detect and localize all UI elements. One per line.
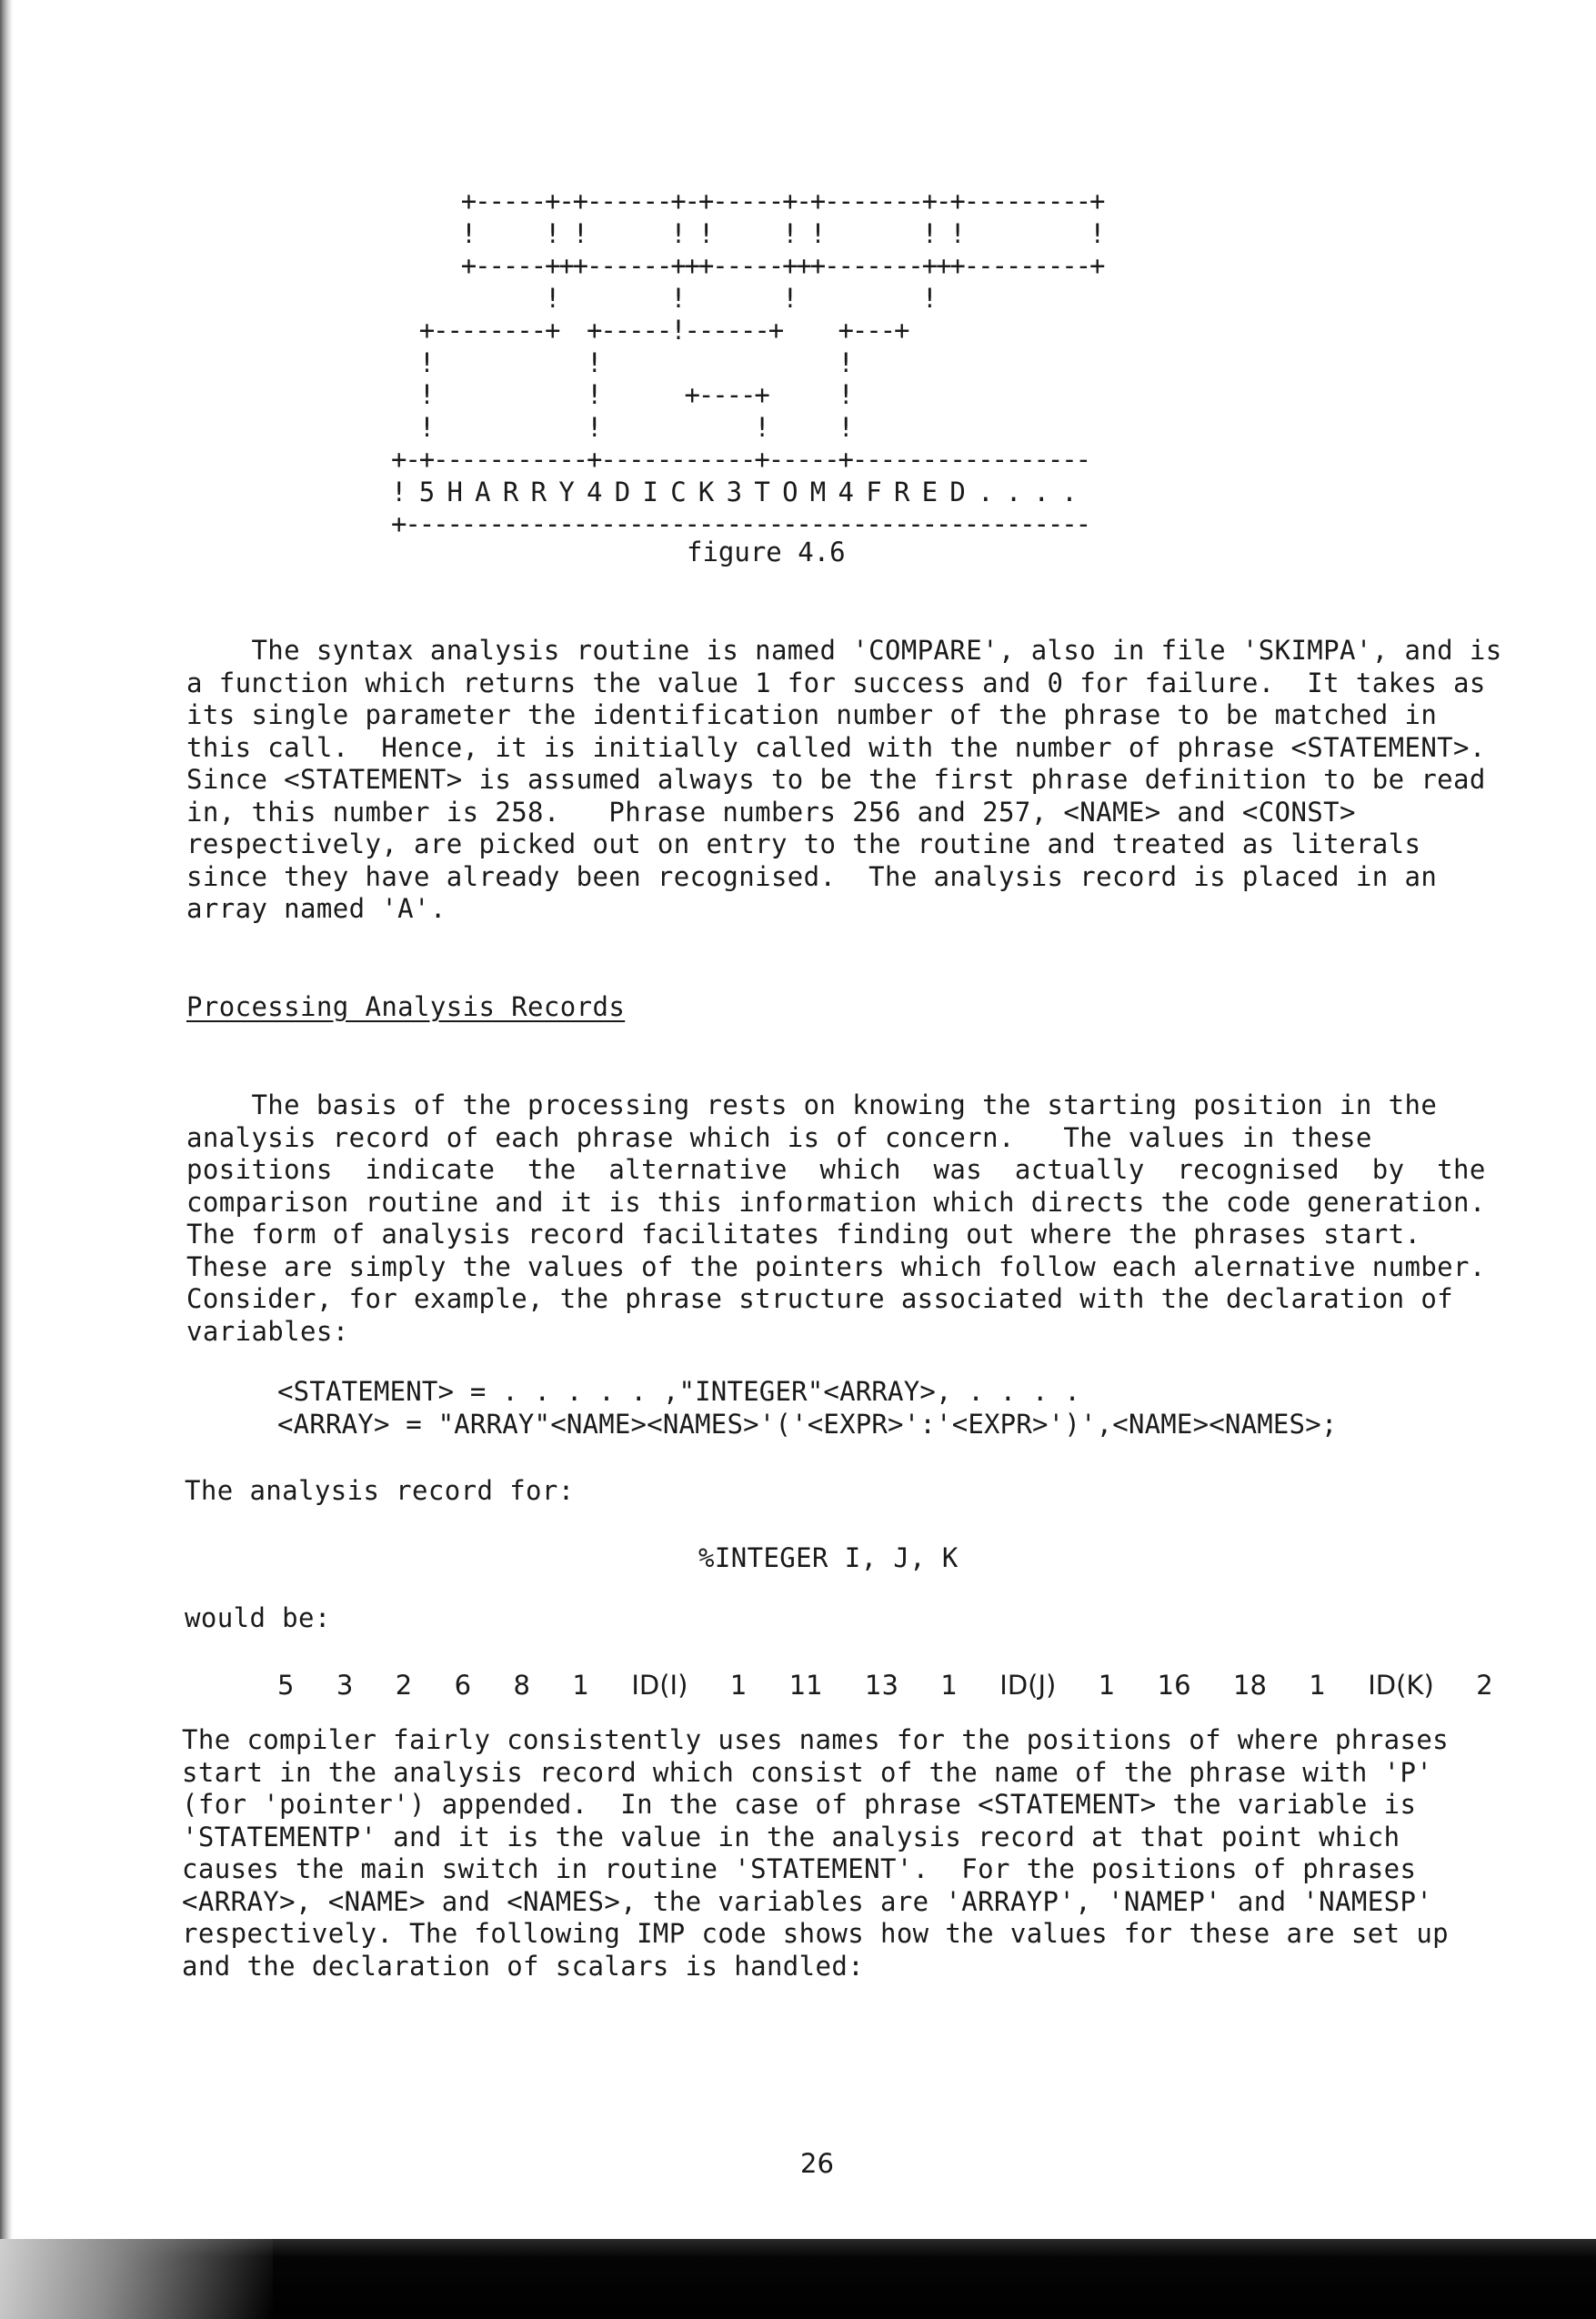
analysis-intro-text: The analysis record for: — [185, 1475, 575, 1506]
diagram-line: +-----+-+------+-+-----+-+-------+-+---------+ — [391, 186, 1104, 216]
page-number: 26 — [800, 2148, 834, 2179]
diagram-line: +-----+++------+++-----+++-------+++---------+ — [391, 250, 1104, 281]
example-statement: %INTEGER I, J, K — [698, 1542, 959, 1573]
diagram-line: ! ! ! ! — [391, 411, 852, 443]
diagram-line: +------------------------------------------------- — [391, 508, 1089, 539]
figure-diagram — [391, 186, 1103, 541]
diagram-line: ! ! ! ! ! ! ! ! ! ! — [391, 217, 1104, 249]
phrase-definitions-code: <STATEMENT> = . . . . . ,"INTEGER"<ARRAY>, . . . . <ARRAY> = "ARRAY"<NAME><NAMES>'('<EXPR>':'<EXPR>')',<NAME><NAMES>; — [277, 1376, 1338, 1440]
diagram-line: +--------+ +-----!------+ +---+ — [391, 315, 908, 346]
figure-caption: figure 4.6 — [687, 537, 846, 567]
paragraph-compare-routine: The syntax analysis routine is named 'COMPARE', also in file 'SKIMPA', and is a function which returns the value 1 for success and 0 for failure. It takes as its single parameter the identification number of the phrase to be matched in this call. Hence, it is initially called with the number of phrase <STATEMENT>. Since <STATEMENT> is assumed always to be the first phrase definition to be read in, this number is 258. Phrase numbers 256 and 257, <NAME> and <CONST> respectively, are picked out on entry to the routine and treated as literals since they have already been recognised. The analysis record is placed in an array named 'A'. — [186, 635, 1502, 924]
diagram-line: ! 5 H A R R Y 4 D I C K 3 T O M 4 F R E D . . . . — [391, 476, 1076, 507]
scan-left-edge — [0, 0, 13, 2246]
scan-bottom-corner — [0, 2239, 273, 2319]
diagram-line: ! ! ! — [391, 346, 852, 378]
diagram-line: +-+-----------+-----------+-----+----------------- — [391, 444, 1089, 475]
diagram-line: ! ! ! ! — [391, 282, 937, 314]
would-be-text: would be: — [185, 1602, 331, 1633]
diagram-line: ! ! +----+ ! — [391, 379, 852, 410]
section-heading: Processing Analysis Records — [186, 991, 626, 1022]
paragraph-processing-basis: The basis of the processing rests on knowing the starting position in the analysis record of each phrase which is of concern. The values in these positions indicate the alternative which was actually recognised by the comparison routine and it is this information which directs the code generation. The form of analysis record facilitates finding out where the phrases start. These are simply the values of the pointers which follow each alernative number. Consider, for example, the phrase structure associated with the declaration of variables: — [186, 1089, 1486, 1347]
analysis-record-values: 5 3 2 6 8 1 ID(I) 1 11 13 1 ID(J) 1 16 18 1 ID(K) 2 — [277, 1670, 1493, 1701]
paragraph-pointer-names: The compiler fairly consistently uses names for the positions of where phrases start in the analysis record which consist of the name of the phrase with 'P' (for 'pointer') appended. In the case of phrase <STATEMENT> the variable is 'STATEMENTP' and it is the value in the analysis record at that point which causes the main switch in routine 'STATEMENT'. For the positions of phrases <ARRAY>, <NAME> and <NAMES>, the variables are 'ARRAYP', 'NAMEP' and 'NAMESP' respectively. The following IMP code shows how the values for these are set up and the declaration of scalars is handled: — [182, 1724, 1450, 1982]
